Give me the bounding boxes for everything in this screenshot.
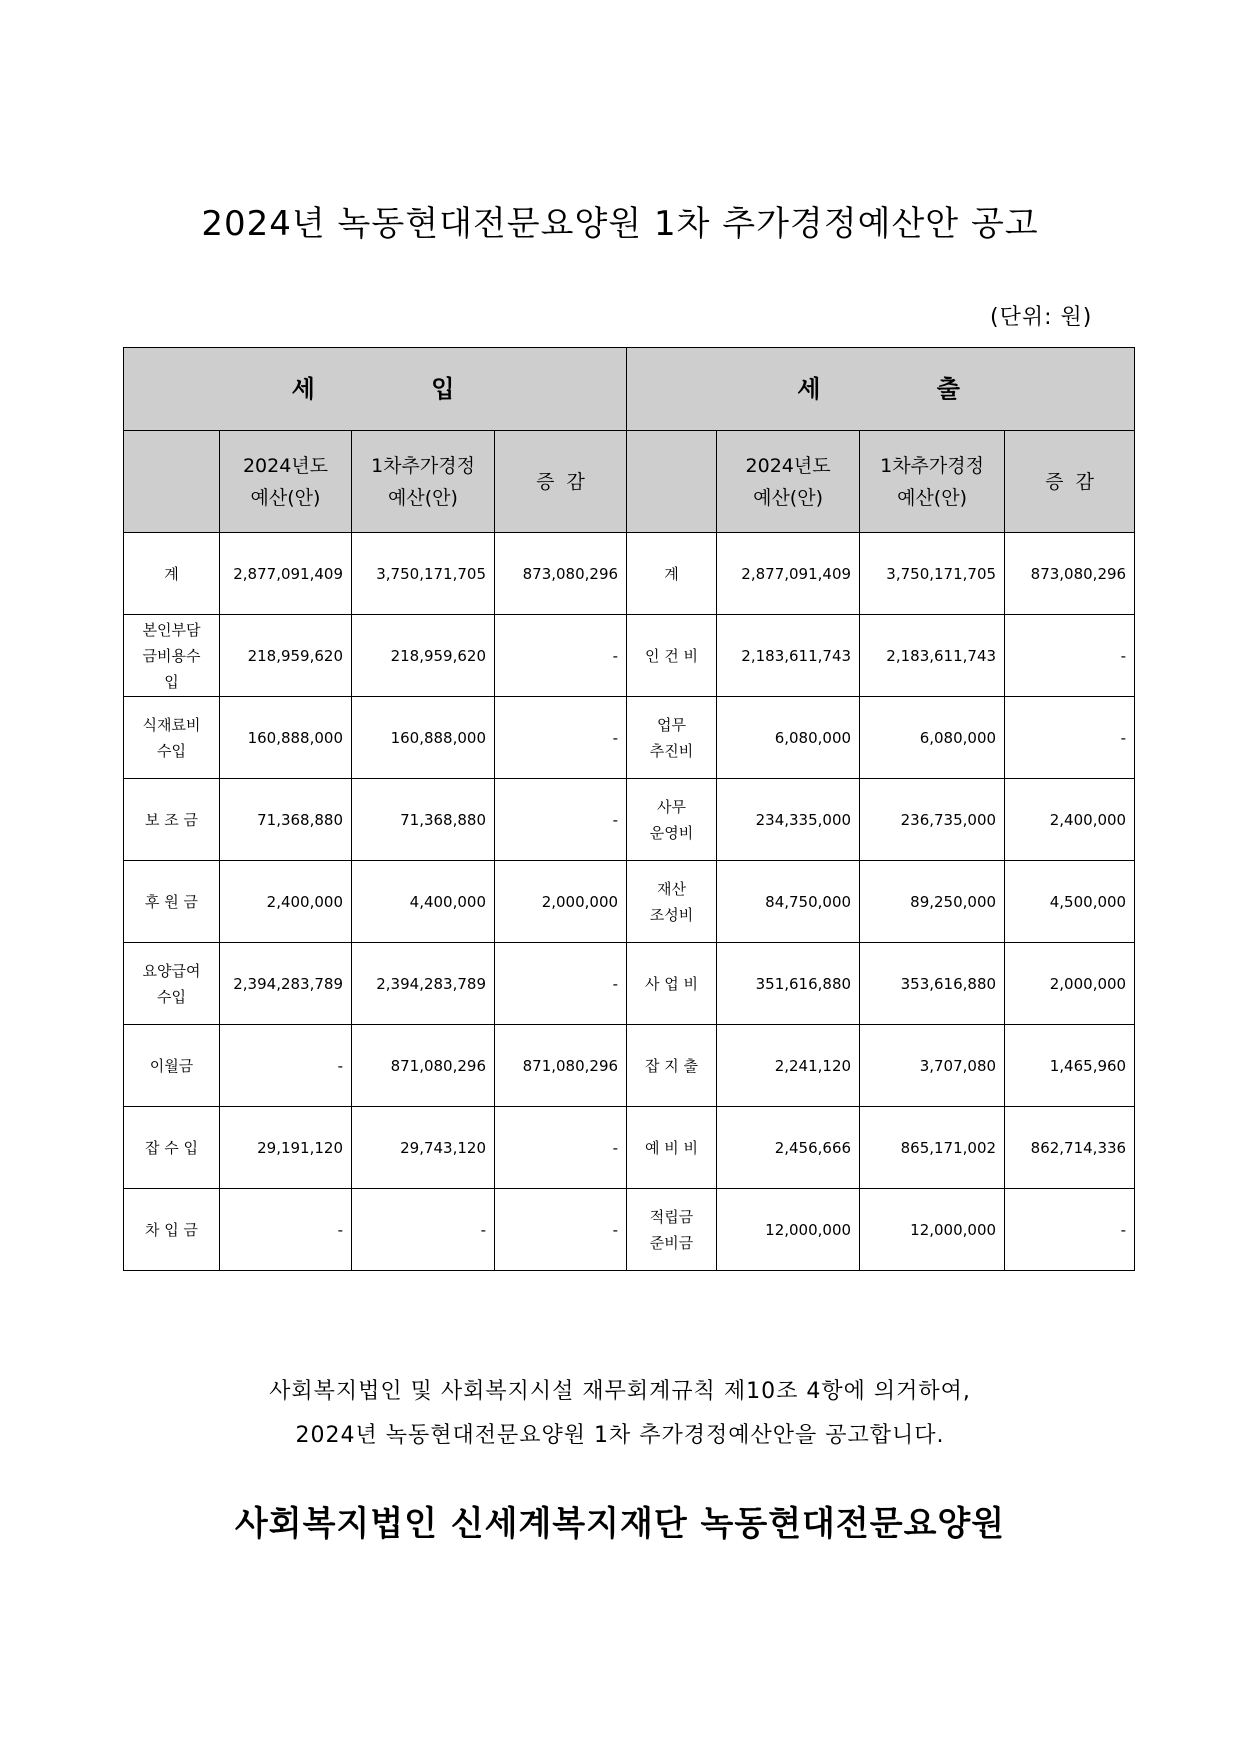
header-expense-diff: 증 감 xyxy=(1005,431,1135,533)
cell-income-item: 식재료비 수입 xyxy=(124,697,220,779)
cell-income-revised: 71,368,880 xyxy=(352,779,495,861)
header-income: 세 입 xyxy=(124,348,627,431)
cell-income-revised: 160,888,000 xyxy=(352,697,495,779)
cell-income-budget: 71,368,880 xyxy=(220,779,352,861)
table-row xyxy=(124,533,1135,615)
cell-income-item: 계 xyxy=(124,533,220,615)
cell-income-item: 후 원 금 xyxy=(124,861,220,943)
cell-income-budget: 29,191,120 xyxy=(220,1107,352,1189)
cell-income-revised: 2,394,283,789 xyxy=(352,943,495,1025)
cell-expense-revised: 2,183,611,743 xyxy=(860,615,1005,697)
cell-income-revised: 3,750,171,705 xyxy=(352,533,495,615)
cell-expense-item: 사무 운영비 xyxy=(627,779,717,861)
cell-expense-item: 재산 조성비 xyxy=(627,861,717,943)
header-expense-revised: 1차추가경정 예산(안) xyxy=(860,431,1005,533)
cell-income-diff: 2,000,000 xyxy=(495,861,627,943)
header-income-diff: 증 감 xyxy=(495,431,627,533)
cell-expense-budget: 6,080,000 xyxy=(717,697,860,779)
cell-expense-diff: 4,500,000 xyxy=(1005,861,1135,943)
table-row xyxy=(124,779,1135,861)
cell-expense-revised: 3,707,080 xyxy=(860,1025,1005,1107)
cell-expense-revised: 865,171,002 xyxy=(860,1107,1005,1189)
cell-income-diff: - xyxy=(495,1107,627,1189)
cell-expense-diff: - xyxy=(1005,1189,1135,1271)
cell-expense-item: 잡 지 출 xyxy=(627,1025,717,1107)
table-row xyxy=(124,861,1135,943)
notice-line-2: 2024년 녹동현대전문요양원 1차 추가경정예산안을 공고합니다. xyxy=(295,1423,945,1448)
cell-income-diff: - xyxy=(495,615,627,697)
cell-expense-item: 적립금 준비금 xyxy=(627,1189,717,1271)
cell-expense-revised: 353,616,880 xyxy=(860,943,1005,1025)
cell-income-diff: 871,080,296 xyxy=(495,1025,627,1107)
cell-expense-diff: 862,714,336 xyxy=(1005,1107,1135,1189)
cell-expense-diff: 1,465,960 xyxy=(1005,1025,1135,1107)
cell-expense-diff: - xyxy=(1005,697,1135,779)
cell-expense-revised: 89,250,000 xyxy=(860,861,1005,943)
cell-income-budget: 218,959,620 xyxy=(220,615,352,697)
cell-expense-diff: - xyxy=(1005,615,1135,697)
header-expense: 세 출 xyxy=(627,348,1135,431)
cell-expense-diff: 2,000,000 xyxy=(1005,943,1135,1025)
header-expense-budget: 2024년도 예산(안) xyxy=(717,431,860,533)
cell-income-diff: - xyxy=(495,779,627,861)
table-row xyxy=(124,1025,1135,1107)
cell-income-item: 차 입 금 xyxy=(124,1189,220,1271)
table-row xyxy=(124,1107,1135,1189)
cell-expense-item: 업무 추진비 xyxy=(627,697,717,779)
cell-expense-revised: 3,750,171,705 xyxy=(860,533,1005,615)
cell-income-revised: 871,080,296 xyxy=(352,1025,495,1107)
cell-expense-budget: 2,241,120 xyxy=(717,1025,860,1107)
cell-expense-budget: 234,335,000 xyxy=(717,779,860,861)
cell-expense-item: 인 건 비 xyxy=(627,615,717,697)
table-row xyxy=(124,1189,1135,1271)
header-expense-item xyxy=(627,431,717,533)
cell-income-diff: - xyxy=(495,697,627,779)
cell-expense-item: 계 xyxy=(627,533,717,615)
cell-income-budget: - xyxy=(220,1189,352,1271)
cell-income-diff: 873,080,296 xyxy=(495,533,627,615)
cell-income-item: 본인부담 금비용수 입 xyxy=(124,615,220,697)
header-row-sections xyxy=(124,348,1135,431)
header-income-item xyxy=(124,431,220,533)
cell-expense-budget: 351,616,880 xyxy=(717,943,860,1025)
cell-expense-budget: 2,183,611,743 xyxy=(717,615,860,697)
cell-income-budget: 2,394,283,789 xyxy=(220,943,352,1025)
cell-expense-diff: 2,400,000 xyxy=(1005,779,1135,861)
cell-income-item: 요양급여 수입 xyxy=(124,943,220,1025)
cell-income-revised: - xyxy=(352,1189,495,1271)
cell-income-revised: 4,400,000 xyxy=(352,861,495,943)
table-row xyxy=(124,697,1135,779)
cell-income-diff: - xyxy=(495,943,627,1025)
cell-income-item: 잡 수 입 xyxy=(124,1107,220,1189)
cell-expense-budget: 2,456,666 xyxy=(717,1107,860,1189)
cell-expense-diff: 873,080,296 xyxy=(1005,533,1135,615)
header-row-columns xyxy=(124,431,1135,533)
cell-income-budget: 160,888,000 xyxy=(220,697,352,779)
cell-expense-item: 예 비 비 xyxy=(627,1107,717,1189)
cell-expense-budget: 84,750,000 xyxy=(717,861,860,943)
cell-expense-budget: 12,000,000 xyxy=(717,1189,860,1271)
cell-expense-revised: 236,735,000 xyxy=(860,779,1005,861)
notice-line-1: 사회복지법인 및 사회복지시설 재무회계규칙 제10조 4항에 의거하여, xyxy=(269,1379,971,1404)
document-title: 2024년 녹동현대전문요양원 1차 추가경정예산안 공고 xyxy=(201,204,1039,244)
cell-expense-item: 사 업 비 xyxy=(627,943,717,1025)
budget-table xyxy=(123,347,1135,1271)
cell-income-item: 이월금 xyxy=(124,1025,220,1107)
header-income-revised: 1차추가경정 예산(안) xyxy=(352,431,495,533)
table-row xyxy=(124,615,1135,697)
cell-income-budget: - xyxy=(220,1025,352,1107)
cell-income-revised: 218,959,620 xyxy=(352,615,495,697)
cell-expense-revised: 6,080,000 xyxy=(860,697,1005,779)
organization-signature: 사회복지법인 신세계복지재단 녹동현대전문요양원 xyxy=(234,1504,1006,1544)
table-row xyxy=(124,943,1135,1025)
cell-income-item: 보 조 금 xyxy=(124,779,220,861)
cell-expense-budget: 2,877,091,409 xyxy=(717,533,860,615)
cell-income-budget: 2,877,091,409 xyxy=(220,533,352,615)
cell-expense-revised: 12,000,000 xyxy=(860,1189,1005,1271)
cell-income-diff: - xyxy=(495,1189,627,1271)
header-income-budget: 2024년도 예산(안) xyxy=(220,431,352,533)
notice-text xyxy=(0,1370,1240,1458)
cell-income-budget: 2,400,000 xyxy=(220,861,352,943)
cell-income-revised: 29,743,120 xyxy=(352,1107,495,1189)
unit-label: (단위: 원) xyxy=(990,305,1093,330)
